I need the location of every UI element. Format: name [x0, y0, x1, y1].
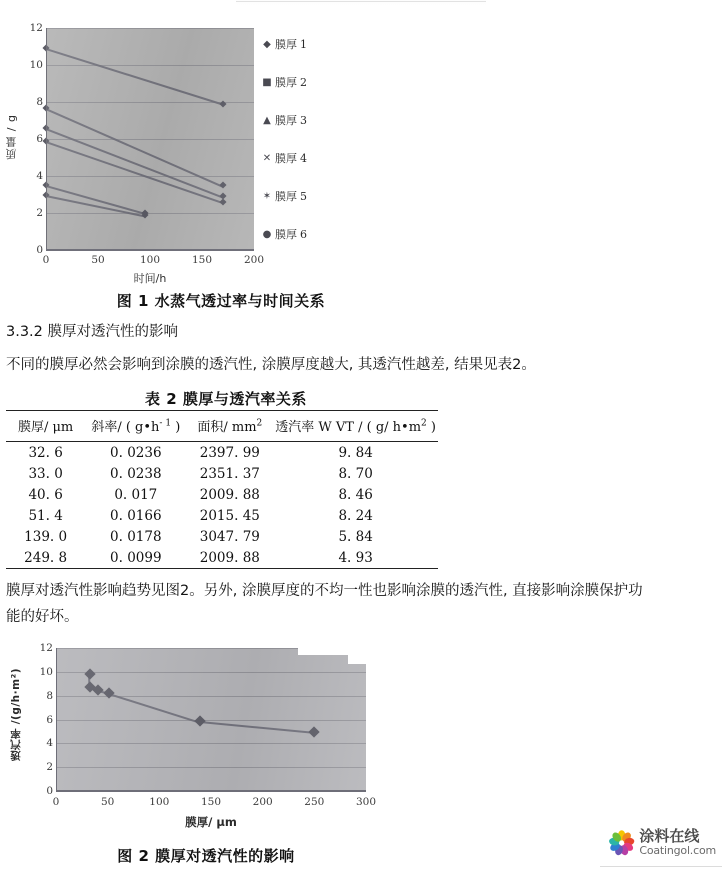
- figure-1-x-axis-label: 时间/h: [133, 272, 167, 285]
- page-top-cut-strip: [236, 0, 486, 6]
- figure-2-x-ticks: [52, 796, 377, 812]
- figure-2-x-axis-label: 膜厚/ μm: [185, 815, 237, 829]
- header-tail: ): [171, 420, 181, 435]
- table-row: [6, 484, 438, 505]
- x-tick-label: 200: [252, 796, 273, 808]
- legend-index: 5: [300, 189, 307, 203]
- table-row: [6, 442, 438, 464]
- table-row: [6, 526, 438, 547]
- table-cell: 0. 0166: [110, 507, 162, 524]
- paragraph-film-thickness-intro: 不同的膜厚必然会影响到涂膜的透汽性, 涂膜厚度越大, 其透汽性越差, 结果见表2。: [6, 357, 536, 373]
- legend-index: 2: [300, 75, 307, 89]
- x-tick-label: 100: [149, 796, 170, 808]
- watermark-divider: [600, 866, 722, 867]
- figure-1-scan-shading: [46, 28, 254, 250]
- table-header-cell-area: [186, 411, 273, 442]
- figure-2-scan-shading: [56, 648, 366, 791]
- scan-artifact-top-2: [348, 648, 368, 664]
- table-cell: 2009. 88: [199, 486, 260, 503]
- legend-item-2: [262, 74, 307, 90]
- table-cell: 8. 24: [338, 507, 373, 524]
- legend-marker-icon: ●: [262, 228, 272, 240]
- x-tick-label: 0: [42, 254, 50, 266]
- y-tick-label: 6: [36, 133, 43, 145]
- figure-2-x-axis: [56, 790, 366, 792]
- table-cell: 5. 84: [338, 528, 373, 545]
- x-tick-label: 100: [139, 254, 161, 266]
- legend-item-4: [262, 150, 307, 166]
- y-tick-label: 10: [29, 59, 43, 71]
- table-cell: 4. 93: [338, 549, 373, 566]
- figure-1-y-ticks: [20, 22, 43, 256]
- table-cell: 0. 0178: [110, 528, 162, 545]
- header-text: 透汽率 W VT / ( g/ h•m: [275, 420, 422, 435]
- y-tick-label: 6: [46, 713, 53, 726]
- y-tick-label: 4: [36, 170, 43, 182]
- table-header-cell-thickness: [6, 411, 85, 442]
- legend-item-1: [262, 36, 307, 52]
- legend-marker-icon: ◆: [263, 38, 271, 50]
- figure-2-y-ticks: [30, 642, 53, 797]
- figure-1-legend: [262, 30, 350, 258]
- table-cell: 3047. 79: [199, 528, 260, 545]
- header-text: 斜率/ ( g•h: [91, 420, 160, 435]
- y-tick-label: 2: [46, 761, 53, 774]
- table-row: [6, 463, 438, 484]
- y-tick-label: 8: [36, 96, 43, 108]
- figure-1-y-axis-label: 质量 / g: [5, 114, 18, 160]
- x-tick-label: 150: [191, 254, 213, 266]
- x-tick-label: 200: [243, 254, 265, 266]
- table-cell: 2397. 99: [199, 444, 260, 461]
- figure-2-y-axis-label: 透汽率 /(g/h·m²): [10, 668, 22, 762]
- figure-1-caption: 图 1 水蒸气透过率与时间关系: [116, 292, 326, 310]
- pinwheel-logo-icon: [608, 826, 635, 860]
- figure-1: [5, 18, 350, 285]
- legend-index: 1: [300, 37, 307, 51]
- legend-label: 膜厚: [275, 190, 297, 203]
- table-cell: 249. 8: [24, 549, 68, 566]
- y-tick-label: 12: [39, 642, 53, 654]
- paragraph-trend-line-1: 膜厚对透汽性影响趋势见图2。另外, 涂膜厚度的不均一性也影响涂膜的透汽性, 直接影响涂膜保护功: [6, 583, 643, 599]
- table-header-cell-wvt: [273, 411, 438, 442]
- table-cell: 33. 0: [28, 465, 63, 482]
- table-cell: 0. 0099: [110, 549, 162, 566]
- table-cell: 0. 0236: [110, 444, 162, 461]
- header-text: 面积/ mm: [197, 420, 257, 435]
- x-tick-label: 250: [304, 796, 325, 808]
- table-cell: 139. 0: [24, 528, 68, 545]
- y-tick-label: 8: [46, 689, 53, 702]
- table-cell: 8. 46: [338, 486, 373, 503]
- figure-2-caption: 图 2 膜厚对透汽性的影响: [117, 847, 295, 865]
- table-header-cell-slope: [85, 411, 186, 442]
- table-cell: 2351. 37: [199, 465, 260, 482]
- x-tick-label: 150: [200, 796, 222, 808]
- legend-label: 膜厚: [275, 76, 297, 89]
- legend-label: 膜厚: [275, 228, 297, 241]
- x-tick-label: 0: [52, 796, 60, 808]
- watermark-chinese: 涂料在线: [639, 827, 700, 846]
- table-2-header: [6, 411, 438, 442]
- table-2: [6, 410, 438, 569]
- paragraph-trend-line-2: 能的好坏。: [6, 609, 79, 625]
- table-row: [6, 505, 438, 526]
- watermark-english: Coatingol.com: [639, 844, 716, 858]
- x-tick-label: 300: [355, 796, 377, 808]
- table-cell: 9. 84: [338, 444, 373, 461]
- figure-1-x-axis: [46, 249, 254, 251]
- table-cell: 8. 70: [338, 465, 373, 482]
- header-sup: - 1: [159, 418, 172, 429]
- legend-marker-icon: ✕: [262, 152, 272, 164]
- table-cell: 0. 0238: [110, 465, 162, 482]
- legend-label: 膜厚: [275, 114, 297, 127]
- legend-item-5: [262, 188, 307, 204]
- table-cell: 2015. 45: [199, 507, 260, 524]
- legend-label: 膜厚: [275, 152, 297, 165]
- watermark-coatingol: [608, 822, 716, 864]
- table-row: [6, 547, 438, 569]
- header-sup: 2: [256, 418, 263, 429]
- legend-index: 4: [300, 151, 307, 165]
- figure-1-y-axis: [46, 28, 47, 250]
- legend-marker-icon: ■: [262, 76, 272, 88]
- legend-index: 3: [300, 113, 307, 127]
- figure-1-x-ticks: [42, 254, 265, 270]
- figure-2: [10, 640, 400, 870]
- header-sup: 2: [421, 418, 427, 429]
- figure-2-y-axis: [56, 648, 57, 791]
- table-cell: 0. 017: [114, 486, 158, 503]
- table-cell: 40. 6: [28, 486, 63, 503]
- legend-label: 膜厚: [275, 38, 297, 51]
- legend-item-6: [262, 226, 307, 242]
- x-tick-label: 50: [100, 796, 115, 808]
- y-tick-label: 10: [39, 665, 53, 678]
- legend-item-3: [262, 112, 307, 128]
- table-2-title: 表 2 膜厚与透汽率关系: [145, 390, 307, 408]
- table-cell: 51. 4: [28, 507, 63, 524]
- legend-marker-icon: ✶: [262, 190, 272, 202]
- y-tick-label: 0: [46, 785, 53, 797]
- y-tick-label: 0: [36, 244, 43, 256]
- watermark-text: [639, 829, 716, 856]
- table-cell: 32. 6: [28, 444, 63, 461]
- x-tick-label: 50: [91, 254, 105, 266]
- y-tick-label: 4: [46, 737, 53, 750]
- y-tick-label: 2: [36, 207, 43, 219]
- top-rule: [236, 1, 486, 2]
- legend-index: 6: [300, 227, 307, 241]
- header-tail: ): [426, 420, 436, 435]
- table-2-body: [6, 442, 438, 569]
- section-heading-3-3-2: 3.3.2 膜厚对透汽性的影响: [6, 324, 179, 340]
- y-tick-label: 12: [29, 22, 43, 34]
- table-cell: 2009. 88: [199, 549, 260, 566]
- table-header-row: [6, 411, 438, 442]
- legend-marker-icon: ▲: [263, 114, 271, 126]
- header-text: 膜厚/ μm: [17, 420, 74, 435]
